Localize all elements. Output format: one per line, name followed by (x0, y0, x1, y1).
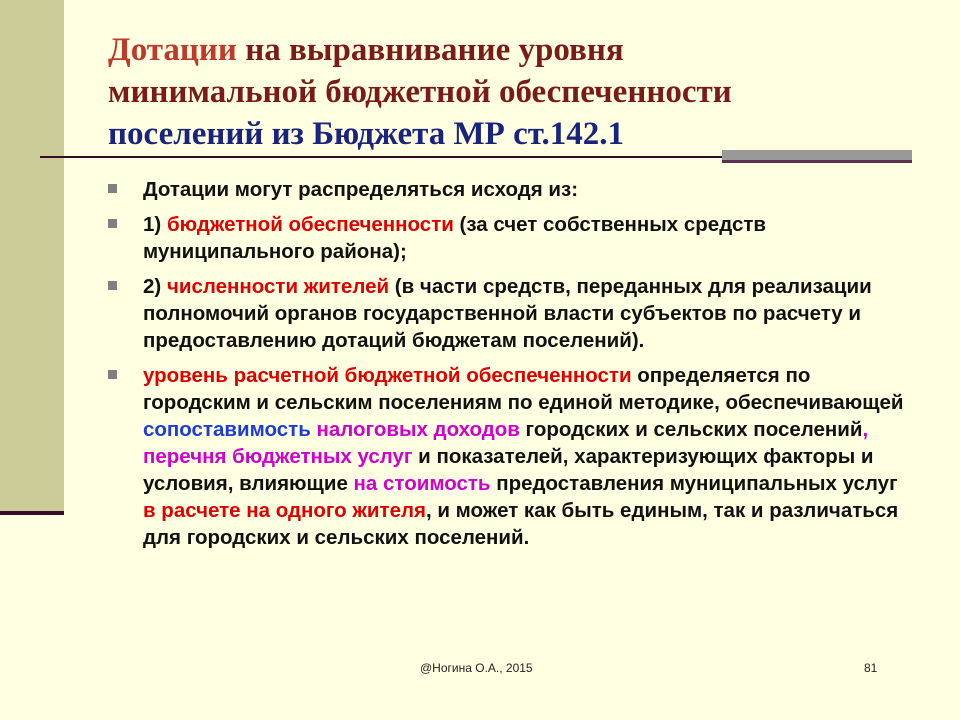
bullet-text: 1) (143, 213, 167, 236)
bullet-text: городских и сельских поселений (519, 418, 863, 441)
highlight-text: налоговых доходов (316, 418, 520, 441)
highlight-text: бюджетной обеспеченности (166, 213, 454, 236)
square-bullet-icon (108, 281, 117, 290)
bullet-item-4 (106, 362, 906, 551)
title-underline (40, 156, 722, 158)
square-bullet-icon (108, 184, 117, 193)
highlight-text: численности жителей (166, 275, 390, 298)
title-accent-bar-shadow (722, 160, 912, 163)
bullet-item-3 (106, 273, 906, 354)
highlight-text: на стоимость (353, 472, 491, 495)
title-accent-bar (722, 150, 912, 160)
title-line-1 (108, 29, 928, 71)
bullet-list (106, 176, 906, 559)
page-number: 81 (864, 661, 878, 675)
slide-title (108, 29, 928, 155)
bullet-item-1 (106, 176, 906, 203)
highlight-text: , перечня бюджетных услуг (143, 418, 869, 468)
bullet-text: 2) (143, 275, 167, 298)
footer-author: @Ногина О.А., 2015 (420, 661, 533, 675)
highlight-text: уровень расчетной бюджетной обеспеченности (143, 364, 632, 387)
square-bullet-icon (108, 219, 117, 228)
bullet-text: Дотации могут распределяться исходя из: (143, 178, 579, 201)
bullet-text: определяется по городским и сельским поселениям по единой методике, обеспечивающей (143, 364, 904, 414)
highlight-text: в расчете на одного жителя (143, 499, 426, 522)
title-line-2: минимальной бюджетной обеспеченности (108, 74, 732, 110)
bullet-text: (за счет собственных средств муниципального района); (143, 213, 766, 263)
title-word-dotatsii: Дотации (108, 32, 237, 68)
sidebar-decoration (0, 0, 64, 513)
square-bullet-icon (108, 370, 117, 379)
bullet-text: предоставления муниципальных услуг (490, 472, 898, 495)
bullet-text: , и может как быть единым, так и различаться для городских и сельских поселений. (143, 499, 899, 549)
sidebar-rule (0, 511, 64, 515)
bullet-text: и показателей, характеризующих факторы и условия, влияющие (143, 445, 874, 495)
title-line-3: поселений из Бюджета МР ст.142.1 (108, 116, 624, 152)
title-line-1-rest: на выравнивание уровня (236, 32, 624, 68)
highlight-text: сопоставимость (143, 418, 311, 441)
bullet-item-2 (106, 211, 906, 265)
bullet-text: (в части средств, переданных для реализации полномочий органов государственной власти субъектов по расчету и предоставлению дотаций бюджетам поселений). (143, 275, 872, 352)
